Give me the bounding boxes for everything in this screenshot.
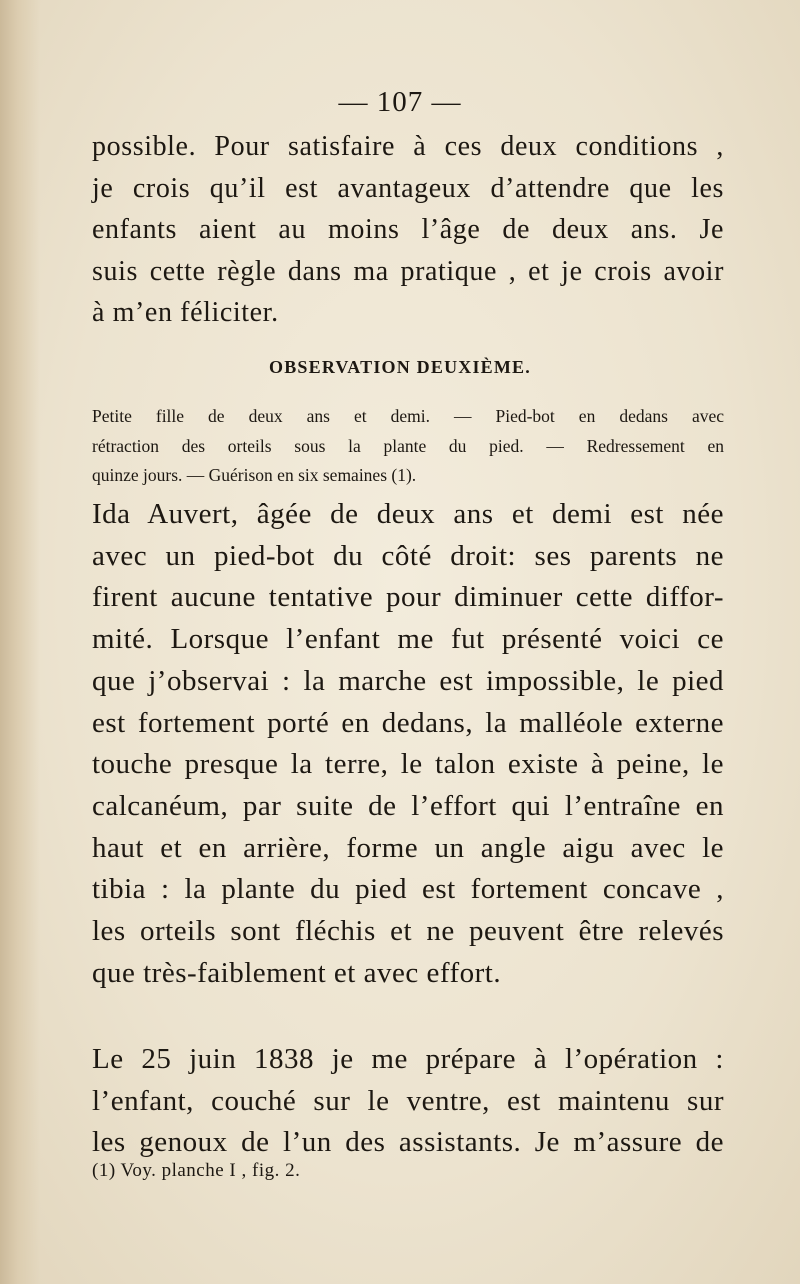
text-line: avec un pied-bot du côté droit: ses parents ne — [92, 539, 724, 572]
text-line: Le 25 juin 1838 je me prépare à l’opération : — [92, 1043, 724, 1075]
text-line: touche presque la terre, le talon existe à peine, le — [92, 748, 724, 781]
text-line: les orteils sont fléchis et ne peuvent être relevés — [92, 915, 724, 948]
text-line: l’enfant, couché sur le ventre, est maintenu sur — [92, 1084, 724, 1117]
intro-paragraph — [92, 126, 724, 334]
observation-paragraph — [92, 494, 724, 994]
text-line: firent aucune tentative pour diminuer cette diffor- — [92, 581, 724, 614]
summary-line: rétraction des orteils sous la plante du pied. — Redressement en — [92, 435, 724, 456]
text-line: est fortement porté en dedans, la malléole externe — [92, 706, 724, 739]
text-line: Ida Auvert, âgée de deux ans et demi est née — [92, 498, 724, 530]
text-line: mité. Lorsque l’enfant me fut présenté voici ce — [92, 623, 724, 656]
observation-heading: OBSERVATION DEUXIÈME. — [269, 357, 531, 377]
text-line: les genoux de l’un des assistants. Je m’assure de — [92, 1126, 724, 1159]
text-line: suis cette règle dans ma pratique , et je crois avoir — [92, 255, 724, 287]
text-line: je crois qu’il est avantageux d’attendre que les — [92, 172, 724, 204]
text-line: possible. Pour satisfaire à ces deux conditions , — [92, 131, 724, 162]
operation-paragraph — [92, 1039, 724, 1164]
text-line: enfants aient au moins l’âge de deux ans. Je — [92, 214, 724, 245]
page-binding-shadow — [0, 0, 40, 1284]
text-line: que très-faiblement et avec effort. — [92, 956, 502, 989]
text-line: haut et en arrière, forme un angle aigu avec le — [92, 831, 724, 864]
footnote: (1) Voy. planche I , fig. 2. — [92, 1160, 301, 1181]
page-number: — 107 — — [338, 86, 462, 118]
text-line: tibia : la plante du pied est fortement concave , — [92, 873, 724, 906]
observation-summary — [92, 402, 724, 491]
text-line: calcanéum, par suite de l’effort qui l’entraîne en — [92, 789, 724, 822]
text-line: à m’en féliciter. — [92, 297, 279, 328]
summary-line: quinze jours. — Guérison en six semaines (1). — [92, 465, 417, 485]
summary-line: Petite fille de deux ans et demi. — Pied-bot en dedans avec — [92, 406, 724, 426]
text-line: que j’observai : la marche est impossible, le pied — [92, 664, 724, 697]
